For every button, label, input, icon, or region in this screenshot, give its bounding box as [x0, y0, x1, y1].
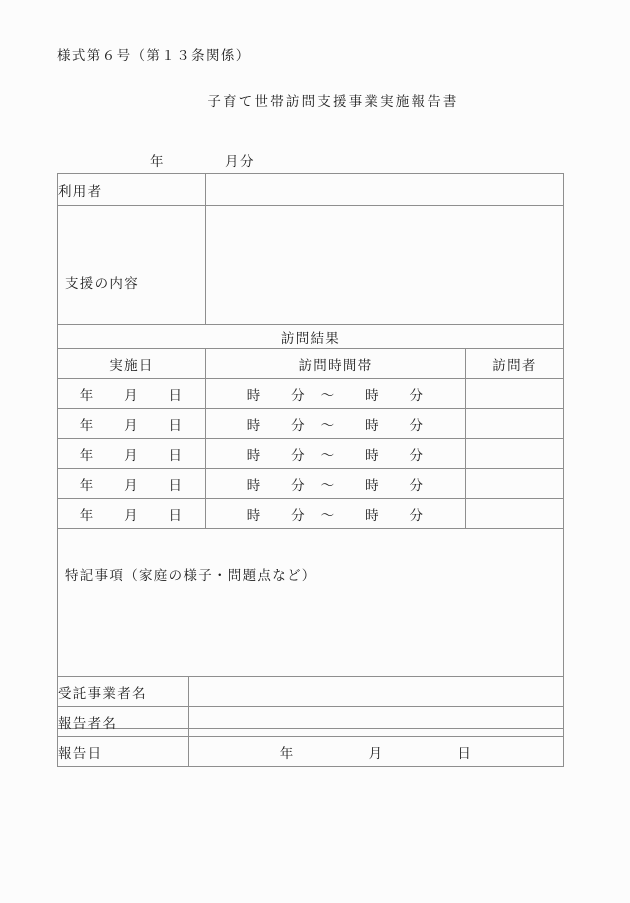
- visit-time-field[interactable]: 時 分 ～ 時 分: [206, 409, 466, 439]
- visit-visitor-field[interactable]: [466, 439, 564, 469]
- reporter-name-field[interactable]: [189, 707, 564, 737]
- table-row: [58, 409, 564, 439]
- table-row: [58, 469, 564, 499]
- table-row-visit-results-header: [58, 325, 564, 349]
- visit-visitor-field[interactable]: [466, 379, 564, 409]
- reporter-name-label: 報告者名: [58, 707, 189, 737]
- table-row-user: [58, 174, 564, 206]
- report-period-line: 年 月分: [150, 154, 255, 170]
- visit-visitor-field[interactable]: [466, 499, 564, 529]
- visit-date-field[interactable]: 年 月 日: [58, 439, 206, 469]
- table-row: [58, 499, 564, 529]
- table-row: [58, 379, 564, 409]
- visit-date-field[interactable]: 年 月 日: [58, 409, 206, 439]
- visit-visitor-field[interactable]: [466, 409, 564, 439]
- page-title: 子育て世帯訪問支援事業実施報告書: [207, 94, 459, 110]
- visit-time-field[interactable]: 時 分 ～ 時 分: [206, 469, 466, 499]
- contractor-name-field[interactable]: [189, 677, 564, 707]
- table-row-reporter-name: [58, 707, 564, 737]
- notes-label: 特記事項（家庭の様子・問題点など）: [65, 568, 317, 584]
- table-row-support-content: [58, 206, 564, 325]
- notes-label-cell: [58, 529, 564, 617]
- visit-time-field[interactable]: 時 分 ～ 時 分: [206, 379, 466, 409]
- support-content-label-cell: [58, 206, 206, 325]
- column-header-visitor: 訪問者: [466, 349, 564, 379]
- table-row: [58, 439, 564, 469]
- user-label: 利用者: [58, 174, 206, 206]
- visit-time-field[interactable]: 時 分 ～ 時 分: [206, 439, 466, 469]
- column-header-time-slot: 訪問時間帯: [206, 349, 466, 379]
- visit-time-field[interactable]: 時 分 ～ 時 分: [206, 499, 466, 529]
- column-header-date: 実施日: [58, 349, 206, 379]
- table-row-column-headers: [58, 349, 564, 379]
- visit-date-field[interactable]: 年 月 日: [58, 469, 206, 499]
- report-date-field[interactable]: 年 月 日: [189, 737, 564, 767]
- table-row-contractor-name: [58, 677, 564, 707]
- visit-date-field[interactable]: 年 月 日: [58, 379, 206, 409]
- visit-date-field[interactable]: 年 月 日: [58, 499, 206, 529]
- support-content-label: 支援の内容: [65, 276, 139, 292]
- report-submitter-table: [57, 676, 564, 767]
- user-value-field[interactable]: [206, 174, 564, 206]
- visit-visitor-field[interactable]: [466, 469, 564, 499]
- report-date-label: 報告日: [58, 737, 189, 767]
- visit-report-table: [57, 173, 564, 729]
- table-row-report-date: [58, 737, 564, 767]
- form-number: 様式第６号（第１３条関係）: [57, 48, 251, 64]
- contractor-name-label: 受託事業者名: [58, 677, 189, 707]
- visit-results-header: 訪問結果: [58, 325, 564, 349]
- table-row-notes-header: [58, 529, 564, 617]
- support-content-value-field[interactable]: [206, 206, 564, 325]
